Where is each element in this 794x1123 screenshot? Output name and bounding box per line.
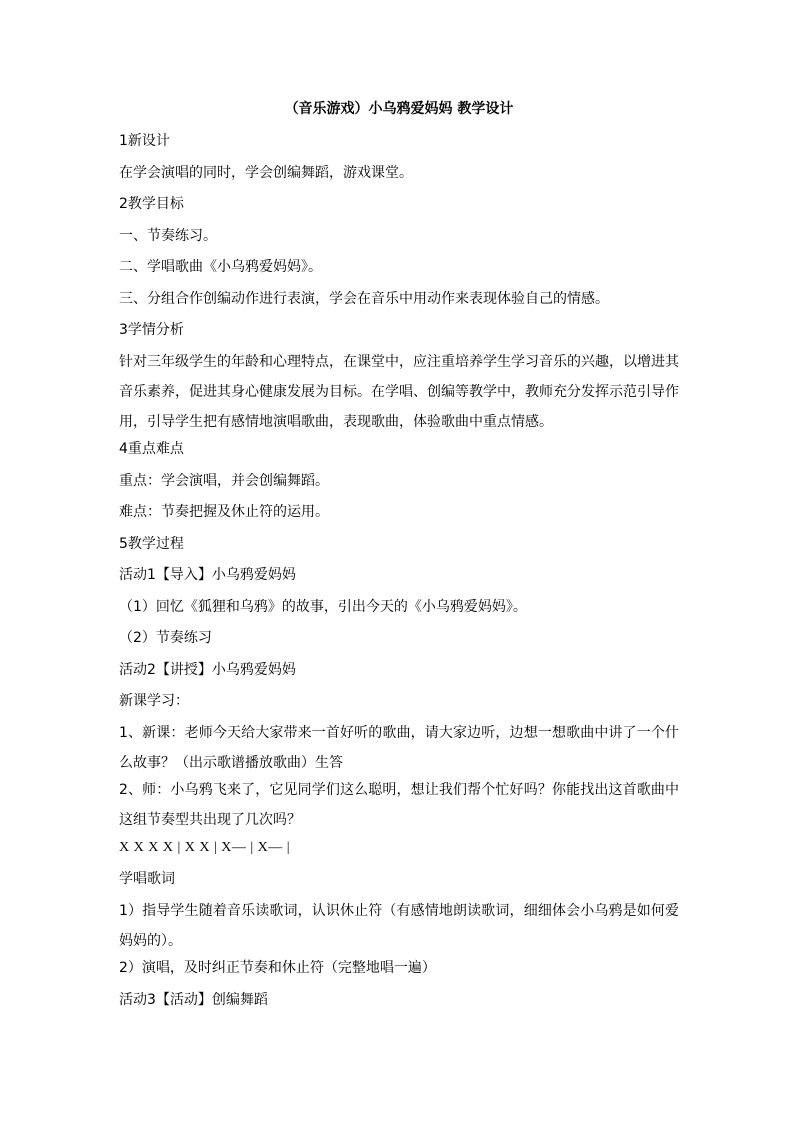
section-heading-teaching-goals: 2教学目标 (119, 196, 184, 212)
goal-item: 三、分组合作创编动作进行表演，学会在音乐中用动作来表现体验自己的情感。 (119, 290, 609, 307)
section-heading-new-design: 1新设计 (119, 133, 170, 149)
body-paragraph: 针对三年级学生的年龄和心理特点，在课堂中，应注重培养学生学习音乐的兴趣，以增进其音乐素养，促进其身心健康发展为目标。在学唱、创编等教学中，教师充分发挥示范引导作用，引导学生把有感情地演唱歌曲，表现歌曲，体验歌曲中重点情感。 (119, 353, 679, 430)
section-heading-key-points: 4重点难点 (119, 441, 184, 457)
activity-step: （2）节奏练习 (119, 630, 212, 646)
document-title: （音乐游戏）小乌鸦爱妈妈 教学设计 (284, 101, 514, 117)
key-point-item: 重点：学会演唱，并会创编舞蹈。 (119, 472, 329, 489)
difficulty-item: 难点：节奏把握及休止符的运用。 (119, 504, 329, 520)
document-page (119, 100, 679, 1020)
goal-item: 一、节奏练习。 (119, 227, 217, 244)
body-text: 新课学习： (119, 693, 189, 709)
activity-heading: 活动3【活动】创编舞蹈 (119, 991, 268, 1008)
activity-heading: 活动1【导入】小乌鸦爱妈妈 (119, 567, 296, 583)
activity-step: （1）回忆《狐狸和乌鸦》的故事，引出今天的《小乌鸦爱妈妈》。 (119, 598, 527, 615)
body-paragraph: 1）指导学生随着音乐读歌词，认识休止符（有感情地朗读歌词，细细体会小乌鸦是如何爱妈妈的）。 (119, 902, 679, 949)
section-heading-teaching-process: 5教学过程 (119, 535, 184, 552)
body-text: 学唱歌词 (119, 871, 175, 887)
body-text: 在学会演唱的同时，学会创编舞蹈，游戏课堂。 (119, 164, 413, 181)
section-heading-student-analysis: 3学情分析 (119, 322, 184, 338)
body-text: 2）演唱，及时纠正节奏和休止符（完整地唱一遍） (119, 960, 436, 976)
rhythm-notation: X X X X | X X | X— | X— | (119, 839, 291, 855)
body-paragraph: 1、新课：老师今天给大家带来一首好听的歌曲，请大家边听，边想一想歌曲中讲了一个什么故事？（出示歌谱播放歌曲）生答 (119, 724, 679, 771)
body-paragraph: 2、师：小乌鸦飞来了，它见同学们这么聪明，想让我们帮个忙好吗？你能找出这首歌曲中这组节奏型共出现了几次吗？ (119, 782, 679, 828)
goal-item: 二、学唱歌曲《小乌鸦爱妈妈》。 (119, 259, 322, 275)
activity-heading: 活动2【讲授】小乌鸦爱妈妈 (119, 661, 296, 678)
